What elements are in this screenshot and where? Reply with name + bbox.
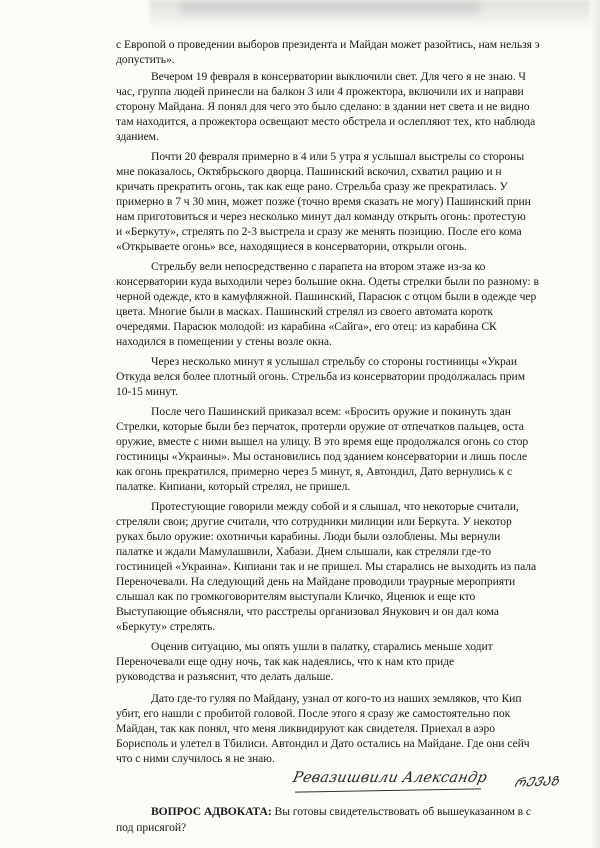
text-line: гостиницей «Украина». Кипиани так и не пришел. Мы старались не выходить из пала	[116, 560, 537, 573]
scan-smudge	[180, 2, 480, 14]
text-line: очередями. Парасюк молодой: из карабина «Сайга», его отец: из карабина СК	[116, 320, 497, 333]
text-line: гостиницы «Украины». Мы остановились под зданием консерватории и лишь после	[116, 450, 527, 463]
text-line: с Европой о проведении выборов президента и Майдан может разойтись, нам нельзя э	[116, 38, 540, 51]
text-line: После чего Пашинский приказал всем: «Бросить оружие и покинуть здан	[151, 405, 511, 418]
scan-edge-shadow	[590, 0, 600, 848]
text-line: зданием.	[116, 130, 159, 143]
text-line: стреляли свои; другие считали, что сотрудники милиции или Беркута. У некотор	[116, 515, 512, 528]
text-line: примерно в 7 ч 30 мин, может позже (точно время сказать не могу) Пашинский прин	[116, 195, 531, 208]
text-line: Борисполь и улетел в Тбилиси. Автондил и Дато остались на Майдане. Где они сейч	[116, 737, 530, 750]
signature-underline	[295, 788, 481, 792]
text-line: Переночевали еще одну ночь, так как надеялись, что к нам кто приде	[116, 655, 455, 668]
text-line: оружие, вместе с ними вышел на улицу. В это время еще продолжался огонь со стор	[116, 435, 529, 448]
text-line: Через несколько минут я услышал стрельбу со стороны гостиницы «Украи	[151, 355, 517, 368]
text-line: Стрельбу вели непосредственно с парапета на втором этаже из-за ко	[151, 260, 486, 273]
text-line: что с ними случилось я не знаю.	[116, 752, 275, 765]
text-line: час, группа людей принесли на балкон 3 или 4 прожектора, включили их и направи	[116, 85, 524, 98]
text-line: руководства и разъяснит, что делать дальше.	[116, 670, 334, 683]
text-line: кричать прекратить огонь, так как еще рано. Стрельба сразу же прекратилась. У	[116, 180, 508, 193]
handwritten-signature: Ревазишвили Александр	[291, 770, 489, 786]
text-line: консерватории куда выходили через большие окна. Одеты стрелки были по разному: в	[116, 275, 539, 288]
text-line: Майдан, так как понял, что меня ликвидируют как свидетеля. Приехал в аэро	[116, 722, 496, 735]
text-line: Почти 20 февраля примерно в 4 или 5 утра я услышал выстрелы со стороны	[151, 150, 525, 163]
text-line: Оценив ситуацию, мы опять ушли в палатку, старались меньше ходит	[151, 640, 493, 653]
text-line: «Беркуту» стрелять.	[116, 620, 216, 633]
text-line: Переночевали. На следующий день на Майдане проводили траурные мероприяти	[116, 575, 516, 588]
text-line: убит, его нашли с пробитой головой. После этого я сразу же самостоятельно пок	[116, 707, 511, 720]
text-line: «Открываете огонь» все, находящиеся в консерватории, открыли огонь.	[116, 240, 467, 253]
text-line: слышал как по громкоговорителям выступали Кличко, Яценюк и еще кто	[116, 590, 476, 603]
text-line: находился в помещении у стены возле окна.	[116, 335, 332, 348]
text-line: 10-15 минут.	[116, 385, 178, 398]
text-line: руках было оружие: охотничьи карабины. Люди были озлоблены. Мы вернули	[116, 530, 501, 543]
text-line: Протестующие говорили между собой и я слышал, что некоторые считали,	[151, 500, 519, 513]
text-line: цвета. Многие были в масках. Пашинский стрелял из своего автомата коротк	[116, 305, 493, 318]
question-line2: под присягой?	[116, 821, 187, 834]
text-line: черной одежде, кто в камуфляжной. Пашинский, Парасюк с отцом были в одежде чер	[116, 290, 537, 303]
text-line: Дато где-то гуляя по Майдану, узнал от кого-то из наших земляков, что Кип	[151, 692, 522, 705]
text-line: как огонь прекратился, примерно через 5 минут, я, Автондил, Дато вернулись к с	[116, 465, 513, 478]
text-line: и «Беркуту», стрелять по 2-3 выстрела и сразу же менять позицию. После его кома	[116, 225, 522, 238]
text-line: палатке. Кипиани, который стрелял, не пришел.	[116, 480, 351, 493]
text-line: нам приготовиться и через несколько минут дал команду открыть огонь: протестую	[116, 210, 526, 223]
question-lead: ВОПРОС АДВОКАТА:	[151, 805, 272, 818]
question-text: Вы готовы свидетельствовать об вышеуказанном в с	[271, 805, 532, 818]
handwritten-mark: ᲠᲔᲕᲐᲖ	[512, 774, 562, 791]
lawyer-question	[151, 805, 531, 819]
text-line: палатке и ждали Мамулашвили, Хабази. Днем слышали, как стреляли где-то	[116, 545, 492, 558]
text-line: мне показалось, Октябрьского дворца. Пашинский вскочил, схватил рацию и н	[116, 165, 502, 178]
text-line: Откуда велся более плотный огонь. Стрельба из консерватории продолжалась прим	[116, 370, 525, 383]
text-line: Выступающие объясняли, что расстрелы организовал Янукович и он дал кома	[116, 605, 499, 618]
text-line: Стрелки, которые были без перчаток, протерли оружие от отпечатков пальцев, оста	[116, 420, 524, 433]
text-line: там находится, а прожектора освещают место обстрела и ослепляют тех, кто наблюда	[116, 115, 536, 128]
text-line: допустить».	[116, 53, 175, 66]
text-line: Вечером 19 февраля в консерватории выключили свет. Для чего я не знаю. Ч	[151, 70, 526, 83]
text-line: сторону Майдана. Я понял для чего это было сделано: в здании нет света и не видно	[116, 100, 530, 113]
